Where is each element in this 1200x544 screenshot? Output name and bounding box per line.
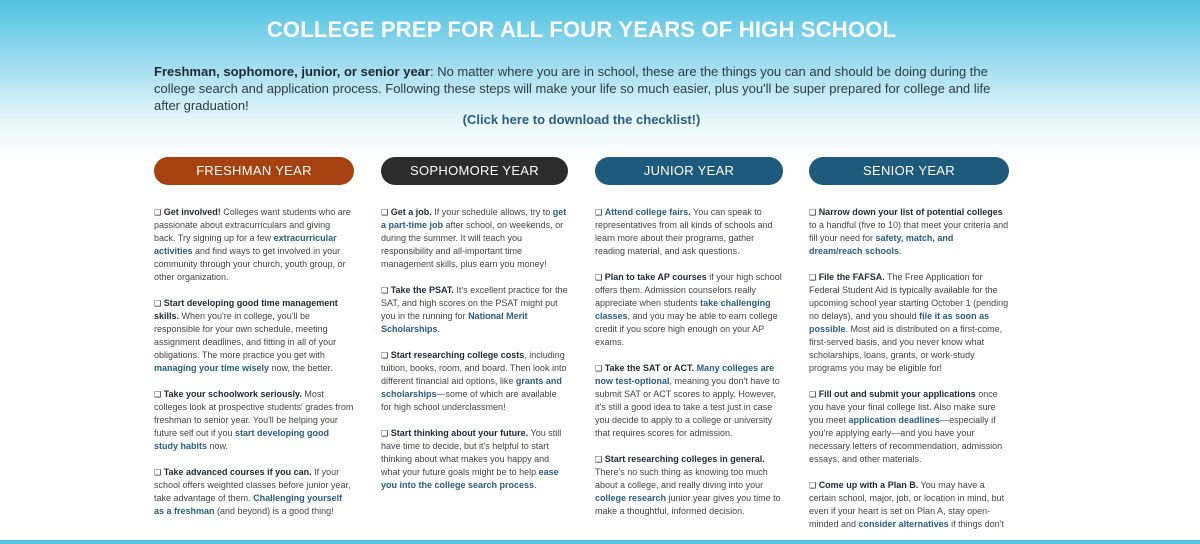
item-text: , including tuition, books, room, and board. Then look into different financial aid options, like [381, 350, 567, 386]
checklist-item [595, 453, 783, 518]
item-text: if your high school offers them. Admission counselors really appreciate when students [595, 272, 782, 308]
checkbox-icon: ❑ [595, 208, 603, 217]
item-text: Most colleges look at prospective students' grades from freshman to senior year. You'll be helping your future self out if you [154, 389, 354, 438]
item-link[interactable]: start developing good study habits [154, 428, 330, 451]
checkbox-icon: ❑ [154, 468, 162, 477]
column-freshman [154, 157, 354, 531]
checkbox-icon: ❑ [595, 455, 603, 464]
item-text: . [437, 324, 441, 334]
checklist-item [809, 388, 1009, 466]
item-link[interactable]: consider alternatives [858, 519, 949, 529]
junior-checklist [595, 206, 783, 518]
checkbox-icon: ❑ [154, 390, 162, 399]
item-text: to a handful (five to 10) that meet your criteria and fill your need for [809, 220, 1009, 243]
item-heading: Start developing good time management skills. [154, 298, 338, 321]
item-link[interactable]: National Merit Scholarships [381, 311, 528, 334]
item-link[interactable]: ease you into the college search process [381, 467, 559, 490]
item-heading: Start thinking about your future. [390, 428, 529, 438]
item-text: There's no such thing as knowing too much about a college, and really diving into your [595, 467, 768, 490]
download-checklist-link[interactable]: (Click here to download the checklist!) [462, 112, 701, 127]
item-text: , and you may be able to earn college credit if you score high enough on your AP exams. [595, 311, 778, 347]
item-heading: Get involved! [163, 207, 221, 217]
freshman-checklist [154, 206, 354, 518]
item-text: junior year gives you time to make a thoughtful, informed decision. [595, 493, 781, 516]
senior-checklist [809, 206, 1009, 531]
checklist-item [809, 206, 1009, 258]
junior-year-header: JUNIOR YEAR [595, 157, 783, 185]
item-link[interactable]: take challenging classes [595, 298, 771, 321]
item-text: Colleges want students who are passionate about extracurriculars and giving back. Try signing up for a few [154, 207, 351, 243]
item-text: You still have time to decide, but it's helpful to start thinking about what makes you happy and what your future goals might be to help [381, 428, 562, 477]
checkbox-icon: ❑ [381, 208, 389, 217]
item-heading: Take the SAT or ACT. [604, 363, 695, 373]
checklist-item [381, 206, 568, 271]
item-heading: Start researching college costs [390, 350, 525, 360]
item-text: . [899, 246, 902, 256]
checklist-item [809, 271, 1009, 375]
item-text: now. [207, 441, 229, 451]
checkbox-icon: ❑ [809, 390, 817, 399]
item-heading: Take advanced courses if you can. [163, 467, 312, 477]
item-text: now, the better. [269, 363, 333, 373]
item-link[interactable]: managing your time wisely [154, 363, 270, 373]
item-text: —especially if you're applying early—and you have your necessary letters of recommendation, admission essays, and other materials. [809, 415, 1003, 464]
item-text: The Free Application for Federal Student Aid is typically available for the upcoming school year starting October 1 (pending no delays), and you should [809, 272, 1009, 321]
checkbox-icon: ❑ [381, 351, 389, 360]
item-text: (and beyond) is a good thing! [214, 506, 334, 516]
item-link[interactable]: Attend college fairs. [604, 207, 691, 217]
item-text: . Most aid is distributed on a first-come, first-served basis, and you never know what scholarships, loans, grants, or work-study programs you may be eligible for! [809, 324, 1003, 373]
item-text: once you have your final college list. Also make sure you meet [809, 389, 998, 425]
item-link[interactable]: file it as soon as possible [809, 311, 990, 334]
item-text: , meaning you don't have to submit SAT or ACT scores to apply. However, it's still a good idea to take a test just in case you decide to apply to a college or university that requires scores for admission. [595, 376, 780, 438]
item-text: If your school offers weighted classes before junior year, take advantage of them. [154, 467, 351, 503]
item-heading: Get a job. [390, 207, 432, 217]
intro-paragraph [154, 63, 1014, 114]
checklist-item [381, 349, 568, 414]
item-text: if things don't [948, 519, 1004, 529]
checklist-item [154, 206, 354, 284]
column-sophomore [381, 157, 568, 505]
item-link[interactable]: application deadlines [848, 415, 941, 425]
item-heading: Come up with a Plan B. [818, 480, 919, 490]
item-link[interactable]: extracurricular activities [154, 233, 337, 256]
item-link[interactable]: get a part-time job [381, 207, 567, 230]
checklist-item [595, 362, 783, 440]
checklist-item [809, 479, 1009, 531]
checkbox-icon: ❑ [809, 481, 817, 490]
item-link[interactable]: college research [595, 493, 667, 503]
item-text: You can speak to representatives from all kinds of schools and learn more about their programs, gather reading material, and ask questions. [595, 207, 773, 256]
checklist-item [154, 388, 354, 453]
item-link[interactable]: grants and scholarships [381, 376, 562, 399]
intro-lead: Freshman, sophomore, junior, or senior year [154, 64, 430, 79]
checklist-item [154, 466, 354, 518]
item-text: —some of which are available for high school underclassmen! [381, 389, 557, 412]
checkbox-icon: ❑ [595, 364, 603, 373]
item-link[interactable]: Many colleges are now test-optional [595, 363, 775, 386]
item-heading: Start researching colleges in general. [604, 454, 765, 464]
item-heading: Plan to take AP courses [604, 272, 707, 282]
senior-year-header: SENIOR YEAR [809, 157, 1009, 185]
item-heading: Narrow down your list of potential colleges [818, 207, 1003, 217]
item-text: You may have a certain school, major, job, or location in mind, but even if your heart is set on Plan A, stay open-minded and [809, 480, 1005, 529]
freshman-year-header: FRESHMAN YEAR [154, 157, 354, 185]
item-text: and find ways to get involved in your community through your church, youth group, or other organization. [154, 246, 346, 282]
item-heading: File the FAFSA. [818, 272, 885, 282]
item-link[interactable]: Challenging yourself as a freshman [154, 493, 343, 516]
item-text: . [534, 480, 537, 490]
page-title: COLLEGE PREP FOR ALL FOUR YEARS OF HIGH SCHOOL [266, 17, 897, 42]
checklist-item [595, 271, 783, 349]
column-senior [809, 157, 1009, 544]
checkbox-icon: ❑ [809, 273, 817, 282]
checkbox-icon: ❑ [809, 208, 817, 217]
checklist-item [381, 284, 568, 336]
intro-text: : No matter where you are in school, these are the things you can and should be doing during the college search and application process. Following these steps will make your life so much easier, plus you'll be super prepared for college and life after graduation! [154, 64, 991, 113]
checkbox-icon: ❑ [381, 286, 389, 295]
checkbox-icon: ❑ [154, 299, 162, 308]
column-junior [595, 157, 783, 531]
item-link[interactable]: safety, match, and dream/reach schools [809, 233, 954, 256]
checklist-item [154, 297, 354, 375]
item-heading: Fill out and submit your applications [818, 389, 976, 399]
sophomore-year-header: SOPHOMORE YEAR [381, 157, 568, 185]
checkbox-icon: ❑ [381, 429, 389, 438]
item-text: When you're in college, you'll be responsible for your own schedule, meeting assignment deadlines, and fitting in all of your obligations. The more practice you get with [154, 311, 337, 360]
checklist-item [595, 206, 783, 258]
checkbox-icon: ❑ [595, 273, 603, 282]
item-text: after school, on weekends, or during the summer. It will teach you responsibility and all-important time management skills, plus earn you money! [381, 220, 564, 269]
item-heading: Take your schoolwork seriously. [163, 389, 302, 399]
sophomore-checklist [381, 206, 568, 492]
item-heading: Take the PSAT. [390, 285, 454, 295]
item-text: It's excellent practice for the SAT, and high scores on the PSAT might put you in the running for [381, 285, 568, 321]
item-text: If your schedule allows, try to [431, 207, 553, 217]
checkbox-icon: ❑ [154, 208, 162, 217]
checklist-item [381, 427, 568, 492]
